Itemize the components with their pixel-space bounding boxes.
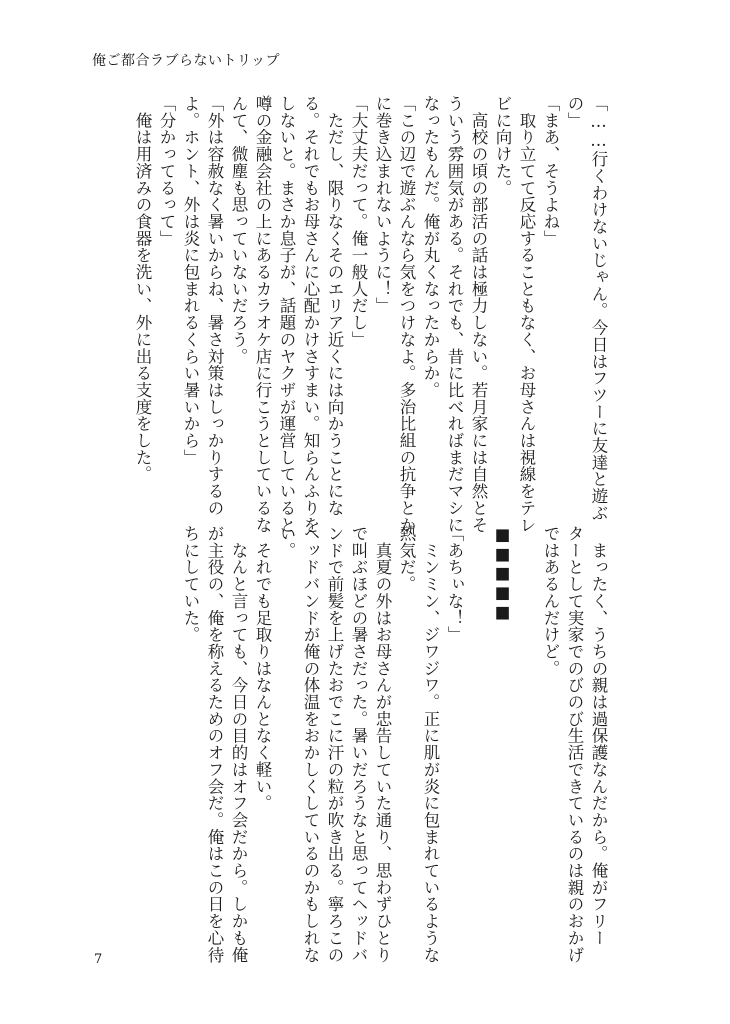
text-line: 俺は用済みの食器を洗い、外に出る支度をした。 [133,95,152,483]
text-line: に巻き込まれないように！」 [373,95,392,315]
text-line: なんと言っても、今日の目的はオフ会だから。しかも俺 [229,525,248,964]
text-line: 「外は容赦なく暑いからね、暑さ対策はしっかりするの [205,95,224,517]
blank-line [466,525,490,945]
text-line: ではあるんだけど。 [541,525,560,677]
text-line: ヘッドバンドが俺の体温をおかしくしているのかもしれな [301,525,320,964]
text-line: よ。ホント、外は炎に包まれるくらい暑いから」 [181,95,200,466]
text-line: 高校の頃の部活の話は極力しない。若月家には自然とそ [469,95,488,534]
text-line: 「大丈夫だって。俺一般人だし」 [349,95,368,348]
blank-line [514,525,538,945]
text-line: それでも足取りはなんとなく軽い。 [253,525,272,812]
text-line: 「……行くわけないじゃん。今日はフツーに友達と遊ぶ [589,95,608,522]
text-line: ビに向けた。 [493,95,512,197]
page-number: 7 [94,952,103,967]
text-line: の」 [565,95,584,129]
text-line: 「あちぃな！」 [445,525,464,643]
text-line: る。それでもお母さんに心配かけさすまい。知らんふりを [301,95,320,534]
body-text-top [130,95,610,534]
text-line: ういう雰囲気がある。それでも、昔に比べればまだマシに [445,95,464,534]
text-line: が主役の、俺を称えるためのオフ会だ。俺はこの日を心待 [205,525,224,964]
running-header: 俺ご都合ラブらないトリップ [92,53,280,69]
text-line: ンドで前髪を上げたおでこに汗の粒が吹き出る。寧ろこの [325,525,344,964]
text-line: 噂の金融会社の上にあるカラオケ店に行こうとしているな [253,95,272,534]
text-line: で叫ぶほどの暑さだった。暑いだろうなと思ってヘッドバ [349,525,368,964]
text-line: い。 [277,525,296,559]
text-line: 真夏の外はお母さんが忠告していた通り、思わずひとり [373,525,392,964]
text-line: なったもんだ。俺が丸くなったからか。 [421,95,440,399]
section-break: ■■■■■ [493,525,512,622]
text-line: 「この辺で遊ぶんなら気をつけなよ。多治比組の抗争とか [397,95,416,534]
text-line: ターとして実家でのびのび生活できているのは親のおかげ [565,525,584,964]
body-text-bottom [178,525,610,964]
text-line: まったく、うちの親は過保護なんだから。俺がフリー [589,525,608,947]
text-line: んて、微塵も思っていないだろう。 [229,95,248,365]
text-line: しないと。まさか息子が、話題のヤクザが運営していると [277,95,296,534]
text-line: 熱気だ。 [397,525,416,593]
text-line: 「まあ、そうよね」 [541,95,560,247]
text-line: ただし、限りなくそのエリア近くには向かうことにな [325,95,344,517]
text-line: 取り立てて反応することもなく、お母さんは視線をテレ [517,95,536,534]
text-line: ミンミン、ジワジワ。正に肌が炎に包まれているような [421,525,440,964]
text-line: 「分かってるって」 [157,95,176,247]
text-line: ちにしていた。 [181,525,200,643]
